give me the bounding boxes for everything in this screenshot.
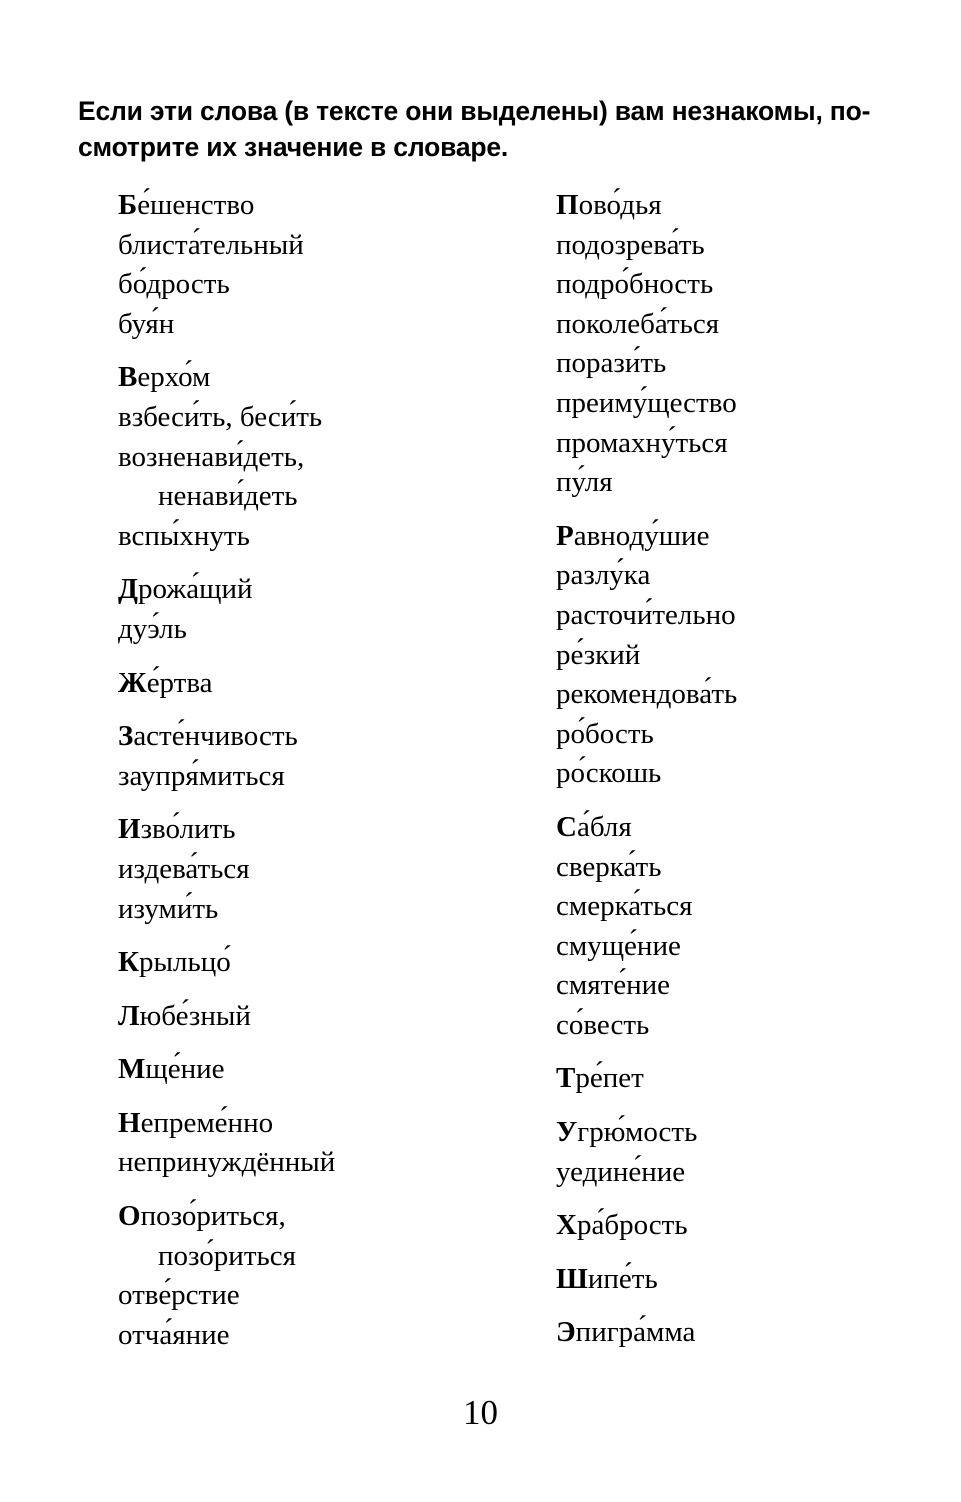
vocabulary-entry: [118, 1143, 518, 1183]
word-group: [118, 943, 518, 983]
vocabulary-entry: [118, 358, 518, 398]
group-initial-letter: Э: [556, 1316, 576, 1349]
group-initial-letter: Х: [556, 1209, 577, 1242]
vocabulary-entry-text: изуми́ть: [118, 892, 219, 925]
vocabulary-entry-text: ре́пет: [575, 1062, 644, 1095]
vocabulary-entry-text: смуще́ние: [556, 929, 681, 962]
vocabulary-entry-text: ово́дья: [578, 189, 662, 221]
vocabulary-column-left: [118, 186, 518, 1355]
group-initial-letter: М: [118, 1053, 146, 1086]
vocabulary-entry: [118, 570, 518, 610]
vocabulary-entry-text: ро́бость: [556, 717, 654, 750]
vocabulary-entry-text: дуэ́ль: [118, 612, 187, 645]
vocabulary-entry: [556, 808, 956, 848]
vocabulary-entry: [118, 850, 518, 890]
group-initial-letter: Т: [556, 1062, 576, 1095]
vocabulary-entry: [118, 1276, 518, 1316]
group-initial-letter: Ж: [118, 666, 147, 699]
vocabulary-entry: [556, 556, 956, 596]
vocabulary-entry: [118, 1316, 518, 1356]
vocabulary-entry: [556, 636, 956, 676]
vocabulary-entry: [118, 610, 518, 650]
vocabulary-entry-text: заупря́миться: [118, 759, 285, 792]
vocabulary-entry-text: блиста́тельный: [118, 228, 304, 261]
vocabulary-entry-text: е́шенство: [137, 189, 255, 221]
vocabulary-entry-text: юбе́зный: [139, 999, 251, 1032]
vocabulary-entry: [118, 664, 518, 704]
vocabulary-entry-text: отве́рстие: [118, 1279, 240, 1312]
group-initial-letter: О: [118, 1200, 141, 1233]
vocabulary-entry-text: грю́мость: [577, 1116, 698, 1149]
vocabulary-entry: [556, 887, 956, 927]
vocabulary-entry-text: порази́ть: [556, 347, 667, 380]
word-group: [118, 186, 518, 344]
vocabulary-entry-text: смерка́ться: [556, 890, 693, 923]
vocabulary-entry-text: промахну́ться: [556, 426, 728, 459]
vocabulary-entry: [118, 305, 518, 345]
vocabulary-entry: [556, 848, 956, 888]
vocabulary-entry-text: непринуждённый: [118, 1146, 336, 1179]
vocabulary-column-right: [556, 186, 956, 1353]
vocabulary-entry: [556, 265, 956, 305]
group-initial-letter: Л: [118, 999, 140, 1032]
vocabulary-entry-text: преиму́щество: [556, 386, 737, 419]
group-initial-letter: Д: [118, 573, 138, 606]
vocabulary-entry-text: пигра́мма: [575, 1316, 696, 1349]
vocabulary-entry-text: смяте́ние: [556, 969, 671, 1002]
vocabulary-entry-text: уедине́ние: [556, 1155, 686, 1188]
word-group: [118, 358, 518, 556]
vocabulary-entry: [118, 226, 518, 266]
vocabulary-entry-text: возненави́деть,: [118, 440, 305, 473]
vocabulary-entry-text: епреме́нно: [140, 1106, 274, 1139]
word-group: [118, 717, 518, 796]
vocabulary-entry: [118, 517, 518, 557]
vocabulary-entry-text: е́ртва: [146, 666, 213, 699]
vocabulary-entry-text: асте́нчивость: [133, 720, 298, 753]
vocabulary-entry: [118, 943, 518, 983]
vocabulary-entry: [556, 1153, 956, 1193]
vocabulary-entry-text: позо́риться,: [140, 1200, 286, 1233]
vocabulary-entry: [118, 398, 518, 438]
word-group: [556, 517, 956, 794]
group-initial-letter: Ш: [556, 1262, 588, 1295]
group-initial-letter: И: [118, 813, 141, 846]
word-group: [556, 1206, 956, 1246]
word-group: [118, 664, 518, 704]
group-initial-letter: Б: [118, 189, 138, 221]
word-group: [118, 570, 518, 649]
vocabulary-entry-text: ре́зкий: [556, 638, 641, 671]
vocabulary-entry: [556, 1113, 956, 1153]
word-group: [118, 1197, 518, 1355]
vocabulary-entry: [118, 438, 518, 478]
word-group: [118, 810, 518, 929]
word-group: [556, 1113, 956, 1192]
group-initial-letter: П: [556, 189, 579, 221]
vocabulary-entry: [118, 1197, 518, 1237]
vocabulary-entry-text: авноду́шие: [573, 519, 710, 552]
vocabulary-entry-text: пу́ля: [556, 466, 613, 499]
vocabulary-entry-text: позо́риться: [158, 1239, 296, 1272]
vocabulary-entry: [556, 517, 956, 557]
vocabulary-entry-text: ще́ние: [145, 1053, 225, 1086]
word-group: [556, 1059, 956, 1099]
vocabulary-entry: [556, 1206, 956, 1246]
vocabulary-entry-text: ненави́деть: [158, 480, 298, 513]
vocabulary-entry-text: взбеси́ть, беси́ть: [118, 400, 323, 433]
vocabulary-entry-text: сверка́ть: [556, 850, 662, 883]
word-group: [118, 1104, 518, 1183]
vocabulary-entry: [556, 226, 956, 266]
vocabulary-entry: [556, 1313, 956, 1353]
word-group: [556, 186, 956, 503]
vocabulary-entry: [556, 305, 956, 345]
vocabulary-entry: [556, 675, 956, 715]
vocabulary-entry: [556, 424, 956, 464]
page-number: 10: [463, 1393, 498, 1432]
vocabulary-entry: [118, 997, 518, 1037]
word-group: [118, 997, 518, 1037]
word-group: [556, 1313, 956, 1353]
vocabulary-entry: [118, 1104, 518, 1144]
vocabulary-entry: [556, 463, 956, 503]
vocabulary-entry-text: вспы́хнуть: [118, 519, 250, 552]
vocabulary-entry: [556, 927, 956, 967]
vocabulary-entry: [556, 1059, 956, 1099]
group-initial-letter: З: [118, 720, 134, 753]
vocabulary-entry-text: зво́лить: [140, 813, 236, 846]
vocabulary-entry: [556, 384, 956, 424]
word-group: [118, 1050, 518, 1090]
vocabulary-entry: [118, 265, 518, 305]
vocabulary-entry: [556, 344, 956, 384]
vocabulary-entry-text: расточи́тельно: [556, 598, 736, 631]
vocabulary-entry: [556, 715, 956, 755]
vocabulary-entry-text: подозрева́ть: [556, 228, 705, 261]
vocabulary-entry-text: отча́яние: [118, 1318, 230, 1351]
group-initial-letter: С: [556, 810, 577, 843]
vocabulary-entry-text: подро́бность: [556, 268, 714, 301]
vocabulary-entry-text: разлу́ка: [556, 559, 651, 592]
group-initial-letter: У: [556, 1116, 578, 1149]
word-group: [556, 1260, 956, 1300]
group-initial-letter: Р: [556, 519, 574, 552]
vocabulary-entry: [118, 810, 518, 850]
vocabulary-entry: [556, 186, 956, 226]
vocabulary-entry: [118, 717, 518, 757]
instruction-text: Если эти слова (в тексте они выделены) вам незнакомы, по-смотрите их значение в словаре.: [78, 95, 871, 162]
word-group: [556, 808, 956, 1046]
vocabulary-entry-text: ерхо́м: [137, 361, 211, 394]
group-initial-letter: К: [118, 946, 140, 979]
vocabulary-entry: [118, 890, 518, 930]
vocabulary-entry: [556, 596, 956, 636]
vocabulary-entry: [556, 966, 956, 1006]
vocabulary-entry-text: рекомендова́ть: [556, 678, 738, 711]
vocabulary-entry: [118, 1237, 518, 1277]
vocabulary-entry-text: поколеба́ться: [556, 307, 720, 340]
vocabulary-entry: [556, 1006, 956, 1046]
vocabulary-entry-text: бо́дрость: [118, 268, 230, 301]
vocabulary-entry-text: а́бля: [576, 810, 632, 843]
vocabulary-entry-text: буя́н: [118, 307, 175, 340]
vocabulary-entry: [118, 1050, 518, 1090]
group-initial-letter: В: [118, 361, 138, 394]
vocabulary-entry: [118, 757, 518, 797]
vocabulary-entry-text: ра́брость: [576, 1209, 688, 1242]
vocabulary-entry: [118, 186, 518, 226]
vocabulary-entry: [556, 754, 956, 794]
vocabulary-entry: [118, 477, 518, 517]
vocabulary-entry: [556, 1260, 956, 1300]
vocabulary-entry-text: ро́скошь: [556, 757, 662, 790]
vocabulary-entry-text: издева́ться: [118, 852, 250, 885]
vocabulary-entry-text: рыльцо́: [139, 946, 231, 979]
vocabulary-entry-text: рожа́щий: [137, 573, 253, 606]
vocabulary-entry-text: ипе́ть: [587, 1262, 658, 1295]
vocabulary-entry-text: со́весть: [556, 1008, 650, 1041]
group-initial-letter: Н: [118, 1106, 141, 1139]
